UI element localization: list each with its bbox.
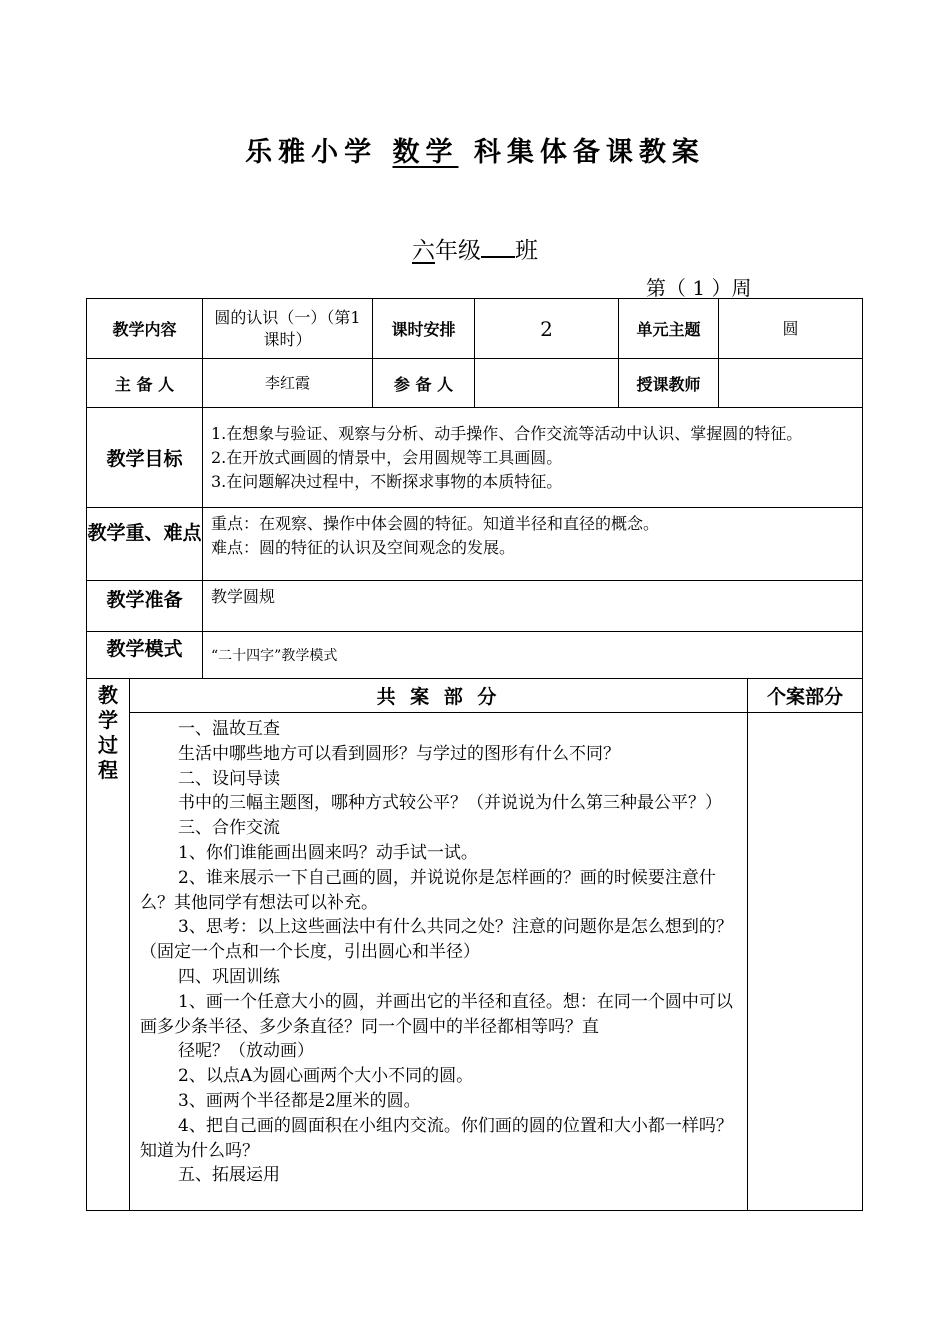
key-point: 重点：在观察、操作中体会圆的特征。知道半径和直径的概念。 bbox=[211, 514, 660, 533]
hours-value: 2 bbox=[475, 299, 619, 359]
class-blank bbox=[481, 238, 515, 258]
teacher-value bbox=[719, 359, 863, 408]
hours-label: 课时安排 bbox=[373, 299, 475, 359]
school-name: 乐雅小学 bbox=[245, 137, 378, 168]
content-value: 圆的认识（一）（第1课时） bbox=[203, 299, 373, 359]
preparer-label: 主 备 人 bbox=[87, 359, 203, 408]
process-line: 五、拓展运用 bbox=[178, 1165, 280, 1186]
key-points-content bbox=[203, 508, 863, 581]
process-line: 径呢？（放动画） bbox=[178, 1041, 314, 1062]
key-points-label: 教学重、难点 bbox=[87, 508, 203, 581]
week-prefix: 第（ bbox=[646, 276, 686, 300]
title-suffix: 科集体备课教案 bbox=[473, 137, 705, 168]
difficulty-point: 难点：圆的特征的认识及空间观念的发展。 bbox=[211, 538, 516, 557]
individual-header: 个案部分 bbox=[748, 679, 863, 713]
grade-line bbox=[0, 232, 950, 265]
process-line: 4、把自己画的圆面积在小组内交流。你们画的圆的位置和大小都一样吗？知道为什么吗？ bbox=[140, 1115, 733, 1161]
week-number: 1 bbox=[692, 276, 706, 300]
subject-name: 数学 bbox=[392, 137, 459, 168]
prep-label: 教学准备 bbox=[87, 581, 203, 632]
teacher-label: 授课教师 bbox=[619, 359, 719, 408]
unit-value: 圆 bbox=[719, 299, 863, 359]
week-suffix: ）周 bbox=[711, 276, 752, 300]
process-table bbox=[86, 678, 863, 1211]
unit-label: 单元主题 bbox=[619, 299, 719, 359]
prep-value: 教学圆规 bbox=[203, 581, 863, 632]
process-line: 2、以点A为圆心画两个大小不同的圆。 bbox=[178, 1066, 474, 1087]
participants-label: 参 备 人 bbox=[373, 359, 475, 408]
process-line: 3、思考：以上这些画法中有什么共同之处？注意的问题你是怎么想到的？（固定一个点和一个长度，引出圆心和半径） bbox=[140, 917, 733, 963]
goals-content bbox=[203, 408, 863, 508]
process-label: 教学过程 bbox=[98, 683, 118, 782]
info-table bbox=[86, 298, 863, 679]
shared-header: 共 案 部 分 bbox=[130, 679, 748, 713]
process-line: 书中的三幅主题图，哪种方式较公平？（并说说为什么第三种最公平？） bbox=[178, 793, 722, 814]
week-line bbox=[646, 272, 751, 301]
process-line: 1、画一个任意大小的圆，并画出它的半径和直径。想：在同一个圆中可以画多少条半径、多少条直径？同一个圆中的半径都相等吗？直 bbox=[140, 991, 733, 1037]
shared-content bbox=[130, 713, 748, 1211]
goal-item: 3.在问题解决过程中，不断探求事物的本质特征。 bbox=[211, 471, 563, 491]
grade-value: 六 bbox=[412, 238, 435, 264]
document-title bbox=[0, 130, 950, 169]
goal-item: 2.在开放式画圆的情景中，会用圆规等工具画圆。 bbox=[211, 447, 563, 467]
mode-value: “二十四字”教学模式 bbox=[203, 632, 863, 679]
process-line: 三、合作交流 bbox=[178, 818, 280, 839]
goal-item: 1.在想象与验证、观察与分析、动手操作、合作交流等活动中认识、掌握圆的特征。 bbox=[211, 423, 803, 443]
process-line: 1、你们谁能画出圆来吗？动手试一试。 bbox=[178, 842, 478, 863]
mode-label: 教学模式 bbox=[87, 632, 203, 679]
process-label-cell bbox=[87, 679, 130, 1211]
process-line: 一、温故互查 bbox=[178, 719, 280, 739]
preparer-value: 李红霞 bbox=[203, 359, 373, 408]
process-line: 四、巩固训练 bbox=[178, 966, 280, 987]
grade-suffix: 年级 bbox=[435, 238, 481, 264]
participants-value bbox=[475, 359, 619, 408]
process-line: 3、画两个半径都是2厘米的圆。 bbox=[178, 1090, 421, 1111]
process-line: 生活中哪些地方可以看到圆形？与学过的图形有什么不同？ bbox=[178, 743, 620, 764]
goals-label: 教学目标 bbox=[87, 408, 203, 508]
process-line: 2、谁来展示一下自己画的圆，并说说你是怎样画的？画的时候要注意什么？其他同学有想法可以补充。 bbox=[140, 867, 716, 913]
class-label: 班 bbox=[515, 238, 538, 264]
content-label: 教学内容 bbox=[87, 299, 203, 359]
individual-content bbox=[748, 713, 863, 1211]
process-line: 二、设问导读 bbox=[178, 768, 280, 789]
